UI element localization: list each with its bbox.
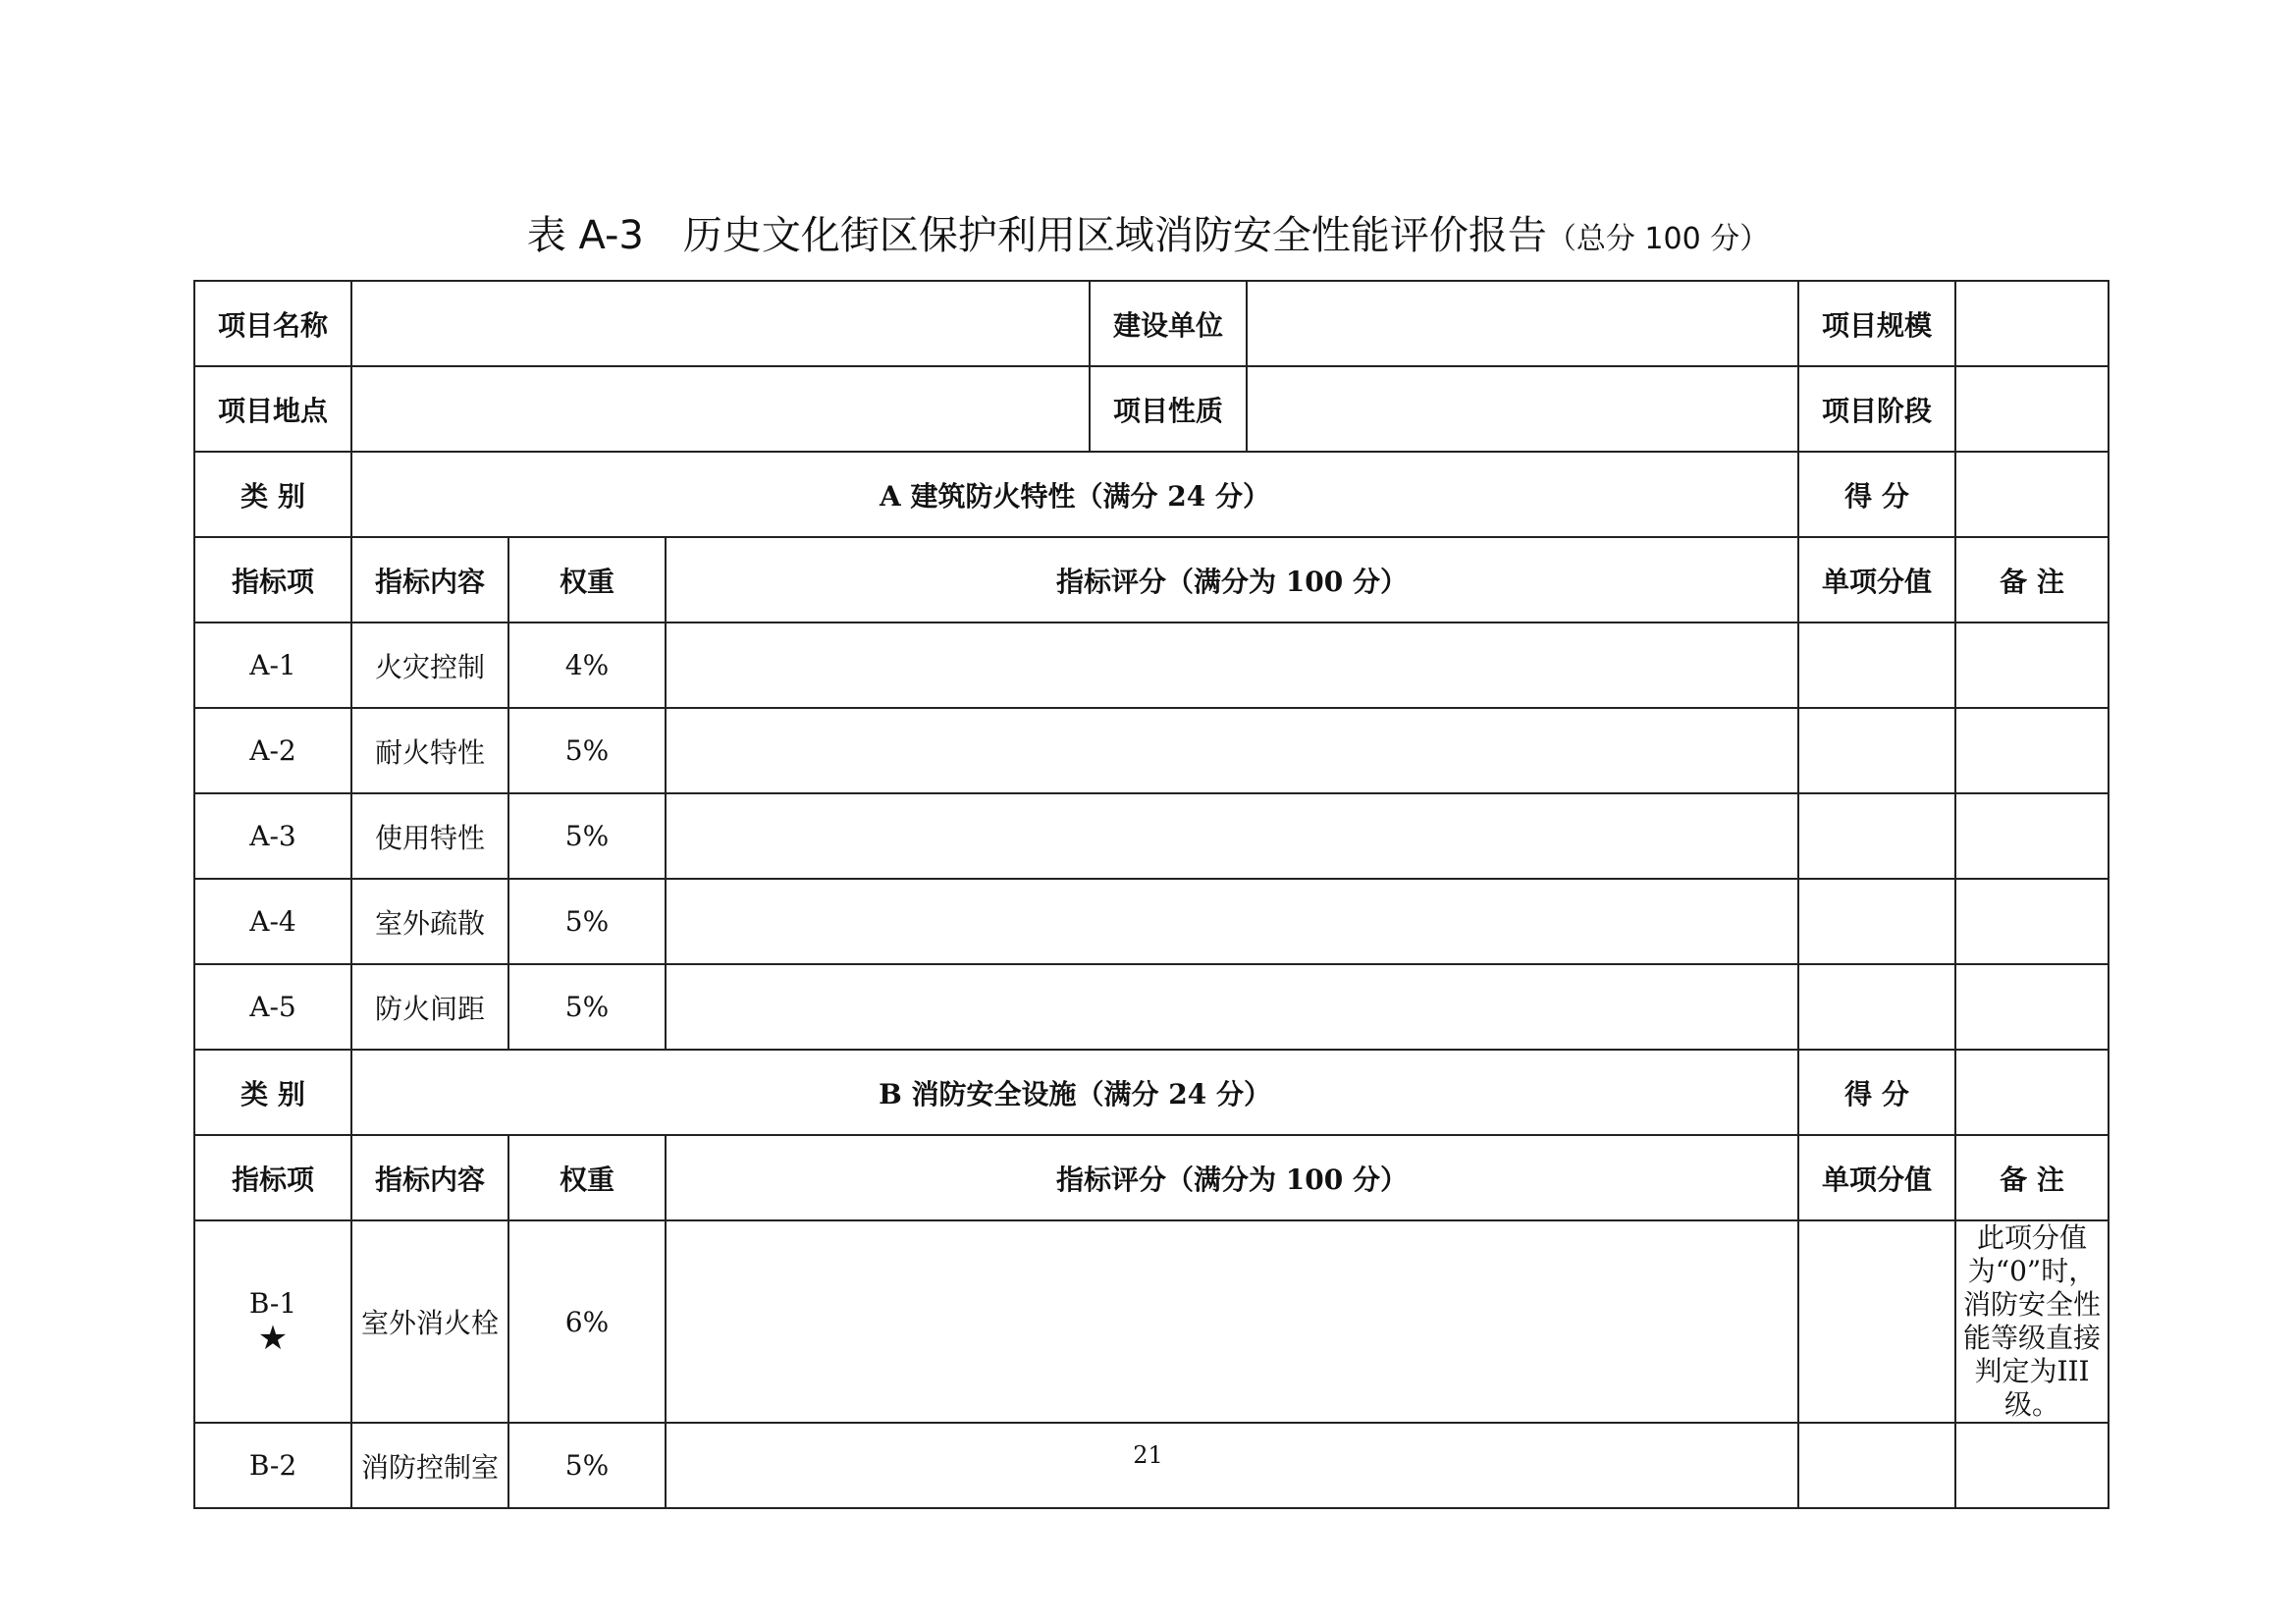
item-note — [1955, 793, 2109, 879]
table-row — [194, 623, 2109, 708]
item-content: 室外消火栓 — [351, 1220, 508, 1423]
item-weight: 5% — [508, 964, 666, 1050]
item-content: 防火间距 — [351, 964, 508, 1050]
header-content: 指标内容 — [351, 537, 508, 623]
item-content: 耐火特性 — [351, 708, 508, 793]
header-item: 指标项 — [194, 537, 351, 623]
item-scoring — [666, 879, 1798, 964]
item-weight: 6% — [508, 1220, 666, 1423]
table-row — [194, 964, 2109, 1050]
section-b-score-value — [1955, 1050, 2109, 1135]
table-row — [194, 879, 2109, 964]
section-b-category-row — [194, 1050, 2109, 1135]
item-single-score — [1798, 879, 1955, 964]
header-item: 指标项 — [194, 1135, 351, 1220]
item-scoring — [666, 623, 1798, 708]
item-content: 使用特性 — [351, 793, 508, 879]
project-nature-value — [1247, 366, 1798, 452]
title-main: 表 A-3 历史文化街区保护利用区域消防安全性能评价报告 — [526, 213, 1547, 258]
item-weight: 5% — [508, 1423, 666, 1508]
project-name-value — [351, 281, 1090, 366]
header-scoring: 指标评分（满分为 100 分） — [666, 537, 1798, 623]
section-a-score-value — [1955, 452, 2109, 537]
header-weight: 权重 — [508, 537, 666, 623]
table-row — [194, 708, 2109, 793]
item-note — [1955, 623, 2109, 708]
item-weight: 5% — [508, 793, 666, 879]
header-scoring: 指标评分（满分为 100 分） — [666, 1135, 1798, 1220]
section-a-header-row — [194, 537, 2109, 623]
category-label: 类 别 — [194, 452, 351, 537]
item-id: A-1 — [194, 623, 351, 708]
item-weight: 5% — [508, 708, 666, 793]
info-row-1 — [194, 281, 2109, 366]
title-sub: （总分 100 分） — [1546, 222, 1770, 256]
info-row-2 — [194, 366, 2109, 452]
item-id: B-2 — [194, 1423, 351, 1508]
item-id: A-5 — [194, 964, 351, 1050]
item-id-cell — [194, 1220, 351, 1423]
project-name-label: 项目名称 — [194, 281, 351, 366]
document-title — [0, 208, 2296, 267]
item-id: A-3 — [194, 793, 351, 879]
section-a-title: A 建筑防火特性（满分 24 分） — [351, 452, 1798, 537]
item-single-score — [1798, 1220, 1955, 1423]
star-icon: ★ — [257, 1318, 289, 1358]
project-stage-label: 项目阶段 — [1798, 366, 1955, 452]
item-note: 此项分值为“0”时，消防安全性能等级直接判定为III级。 — [1955, 1220, 2109, 1423]
header-single-score: 单项分值 — [1798, 1135, 1955, 1220]
project-scale-label: 项目规模 — [1798, 281, 1955, 366]
item-weight: 5% — [508, 879, 666, 964]
page-number: 21 — [1133, 1441, 1163, 1469]
item-id: A-4 — [194, 879, 351, 964]
section-a-category-row — [194, 452, 2109, 537]
item-single-score — [1798, 708, 1955, 793]
project-location-label: 项目地点 — [194, 366, 351, 452]
item-note — [1955, 964, 2109, 1050]
item-note — [1955, 708, 2109, 793]
item-single-score — [1798, 623, 1955, 708]
item-content: 消防控制室 — [351, 1423, 508, 1508]
construction-unit-label: 建设单位 — [1090, 281, 1247, 366]
section-b-header-row — [194, 1135, 2109, 1220]
item-weight: 4% — [508, 623, 666, 708]
section-b-title: B 消防安全设施（满分 24 分） — [351, 1050, 1798, 1135]
header-note: 备 注 — [1955, 1135, 2109, 1220]
header-single-score: 单项分值 — [1798, 537, 1955, 623]
item-scoring — [666, 793, 1798, 879]
item-id: B-1 — [248, 1286, 297, 1320]
project-stage-value — [1955, 366, 2109, 452]
item-content: 室外疏散 — [351, 879, 508, 964]
header-weight: 权重 — [508, 1135, 666, 1220]
evaluation-report-table — [193, 280, 2109, 1509]
score-label: 得 分 — [1798, 452, 1955, 537]
item-scoring — [666, 964, 1798, 1050]
table-row — [194, 793, 2109, 879]
item-single-score — [1798, 793, 1955, 879]
item-single-score — [1798, 964, 1955, 1050]
project-location-value — [351, 366, 1090, 452]
score-label: 得 分 — [1798, 1050, 1955, 1135]
construction-unit-value — [1247, 281, 1798, 366]
item-content: 火灾控制 — [351, 623, 508, 708]
table-row — [194, 1220, 2109, 1423]
header-content: 指标内容 — [351, 1135, 508, 1220]
project-scale-value — [1955, 281, 2109, 366]
item-note — [1955, 879, 2109, 964]
item-id: A-2 — [194, 708, 351, 793]
item-scoring — [666, 1220, 1798, 1423]
item-scoring — [666, 708, 1798, 793]
category-label: 类 别 — [194, 1050, 351, 1135]
project-nature-label: 项目性质 — [1090, 366, 1247, 452]
header-note: 备 注 — [1955, 537, 2109, 623]
